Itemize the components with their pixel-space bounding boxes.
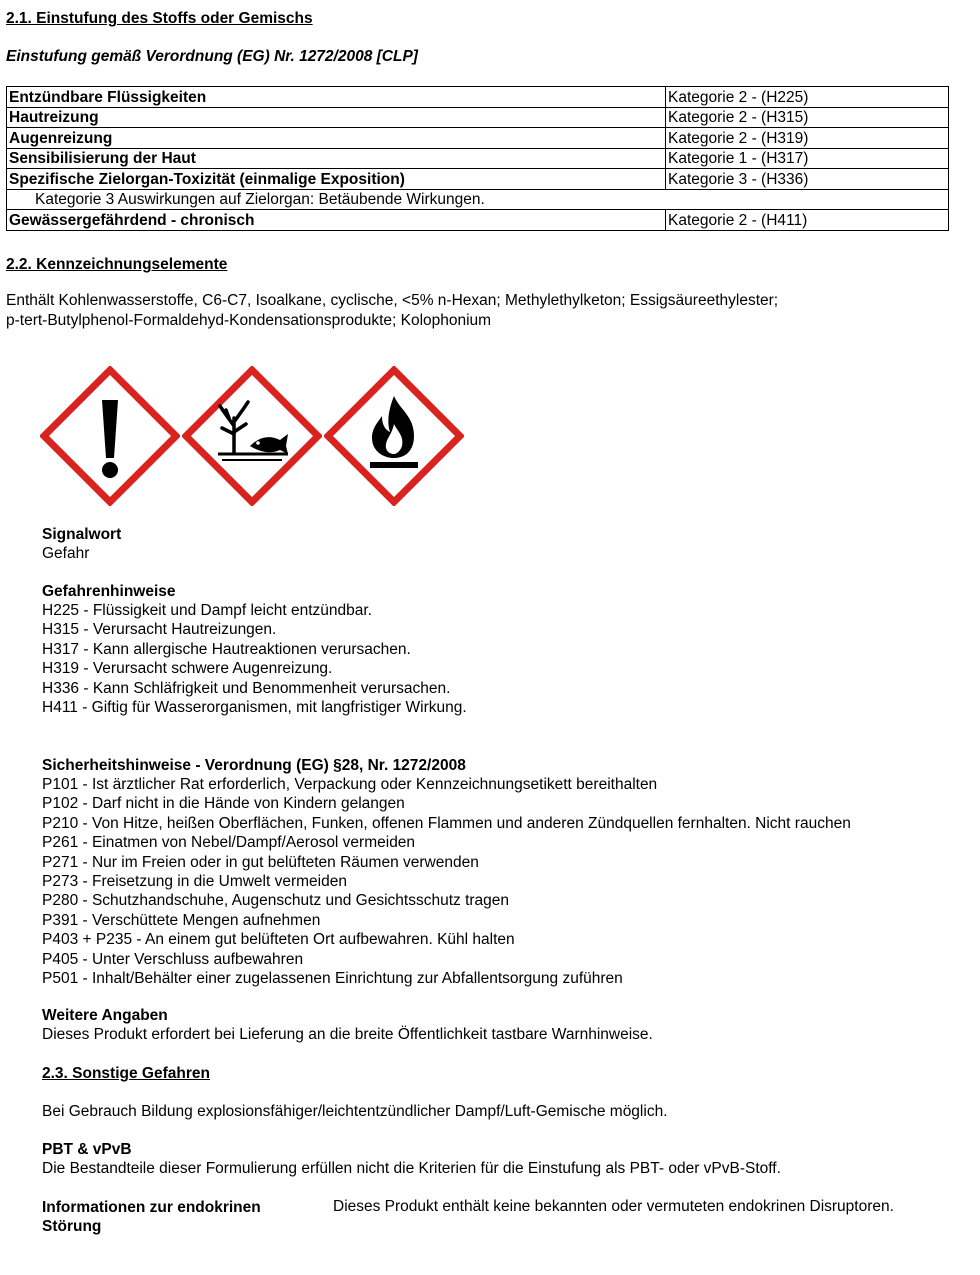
hazard-class: Sensibilisierung der Haut — [7, 148, 666, 169]
exclamation-mark-icon — [40, 366, 180, 506]
signal-word-label: Signalwort — [42, 526, 122, 543]
pbt-label: PBT & vPvB — [42, 1141, 132, 1158]
list-item: H336 - Kann Schläfrigkeit und Benommenheit verursachen. — [42, 679, 451, 697]
hazard-statements-label: Gefahrenhinweise — [42, 583, 176, 600]
list-item: P280 - Schutzhandschuhe, Augenschutz und Gesichtsschutz tragen — [42, 892, 510, 910]
list-item: P102 - Darf nicht in die Hände von Kindern gelangen — [42, 795, 405, 813]
table-row — [7, 210, 949, 231]
pbt-text: Die Bestandteile dieser Formulierung erfüllen nicht die Kriterien für die Einstufung als PBT- oder vPvB-Stoff. — [42, 1160, 781, 1177]
table-row — [7, 128, 949, 149]
list-item: H225 - Flüssigkeit und Dampf leicht entzündbar. — [42, 602, 372, 619]
table-row — [7, 169, 949, 190]
endocrine-label-line-2: Störung — [42, 1218, 102, 1235]
target-organ-note: Kategorie 3 Auswirkungen auf Zielorgan: Betäubende Wirkungen. — [7, 189, 949, 210]
precautionary-label: Sicherheitshinweise - Verordnung (EG) §28, Nr. 1272/2008 — [42, 757, 466, 774]
list-item: H411 - Giftig für Wasserorganismen, mit langfristiger Wirkung. — [42, 698, 467, 716]
table-row — [7, 148, 949, 169]
further-info-label: Weitere Angaben — [42, 1007, 168, 1024]
list-item: H319 - Verursacht schwere Augenreizung. — [42, 660, 333, 678]
hazard-statements — [42, 601, 467, 717]
list-item: H315 - Verursacht Hautreizungen. — [42, 621, 277, 639]
list-item: P101 - Ist ärztlicher Rat erforderlich, Verpackung oder Kennzeichnungsetikett bereithalten — [42, 776, 658, 793]
hazard-category: Kategorie 3 - (H336) — [666, 169, 949, 190]
list-item: P391 - Verschüttete Mengen aufnehmen — [42, 911, 321, 929]
precautionary-statements — [42, 775, 851, 988]
section-2-1-heading: 2.1. Einstufung des Stoffs oder Gemischs — [6, 10, 313, 27]
section-2-2-heading: 2.2. Kennzeichnungselemente — [6, 256, 228, 273]
classification-table — [6, 86, 949, 231]
table-row — [7, 189, 949, 210]
further-info-text: Dieses Produkt erfordert bei Lieferung an die breite Öffentlichkeit tastbare Warnhinweise. — [42, 1026, 653, 1043]
signal-word: Gefahr — [42, 545, 90, 562]
list-item: P405 - Unter Verschluss aufbewahren — [42, 950, 304, 968]
hazard-category: Kategorie 2 - (H315) — [666, 107, 949, 128]
list-item: P261 - Einatmen von Nebel/Dampf/Aerosol vermeiden — [42, 834, 416, 852]
list-item: P271 - Nur im Freien oder in gut belüfteten Räumen verwenden — [42, 853, 479, 871]
hazard-category: Kategorie 2 - (H411) — [666, 210, 949, 231]
list-item: P273 - Freisetzung in die Umwelt vermeiden — [42, 872, 347, 890]
contains-line-1: Enthält Kohlenwasserstoffe, C6-C7, Isoalkane, cyclische, <5% n-Hexan; Methylethylketon; Essigsäureethylester; — [6, 292, 779, 309]
hazard-class: Augenreizung — [7, 128, 666, 149]
list-item: H317 - Kann allergische Hautreaktionen verursachen. — [42, 640, 411, 658]
hazard-class: Entzündbare Flüssigkeiten — [7, 87, 666, 108]
list-item: P501 - Inhalt/Behälter einer zugelassenen Einrichtung zur Abfallentsorgung zuführen — [42, 969, 623, 987]
clp-subheading: Einstufung gemäß Verordnung (EG) Nr. 1272/2008 [CLP] — [6, 48, 418, 65]
flame-icon — [324, 366, 464, 506]
hazard-class: Spezifische Zielorgan-Toxizität (einmalige Exposition) — [7, 169, 666, 190]
table-row — [7, 107, 949, 128]
hazard-class: Gewässergefährdend - chronisch — [7, 210, 666, 231]
list-item: P210 - Von Hitze, heißen Oberflächen, Funken, offenen Flammen und anderen Zündquellen fernhalten. Nicht rauchen — [42, 814, 851, 832]
contains-line-2: p-tert-Butylphenol-Formaldehyd-Kondensationsprodukte; Kolophonium — [6, 312, 492, 329]
table-row — [7, 87, 949, 108]
endocrine-label-line-1: Informationen zur endokrinen — [42, 1199, 261, 1216]
section-2-3-heading: 2.3. Sonstige Gefahren — [42, 1065, 210, 1082]
hazard-category: Kategorie 1 - (H317) — [666, 148, 949, 169]
list-item: P403 + P235 - An einem gut belüfteten Ort aufbewahren. Kühl halten — [42, 931, 515, 949]
hazard-class: Hautreizung — [7, 107, 666, 128]
ghs-pictograms — [40, 366, 464, 506]
other-hazards-text: Bei Gebrauch Bildung explosionsfähiger/leichtentzündlicher Dampf/Luft-Gemische möglich. — [42, 1103, 668, 1120]
hazard-category: Kategorie 2 - (H225) — [666, 87, 949, 108]
environment-icon — [182, 366, 322, 506]
endocrine-text: Dieses Produkt enthält keine bekannten oder vermuteten endokrinen Disruptoren. — [333, 1198, 894, 1215]
hazard-category: Kategorie 2 - (H319) — [666, 128, 949, 149]
